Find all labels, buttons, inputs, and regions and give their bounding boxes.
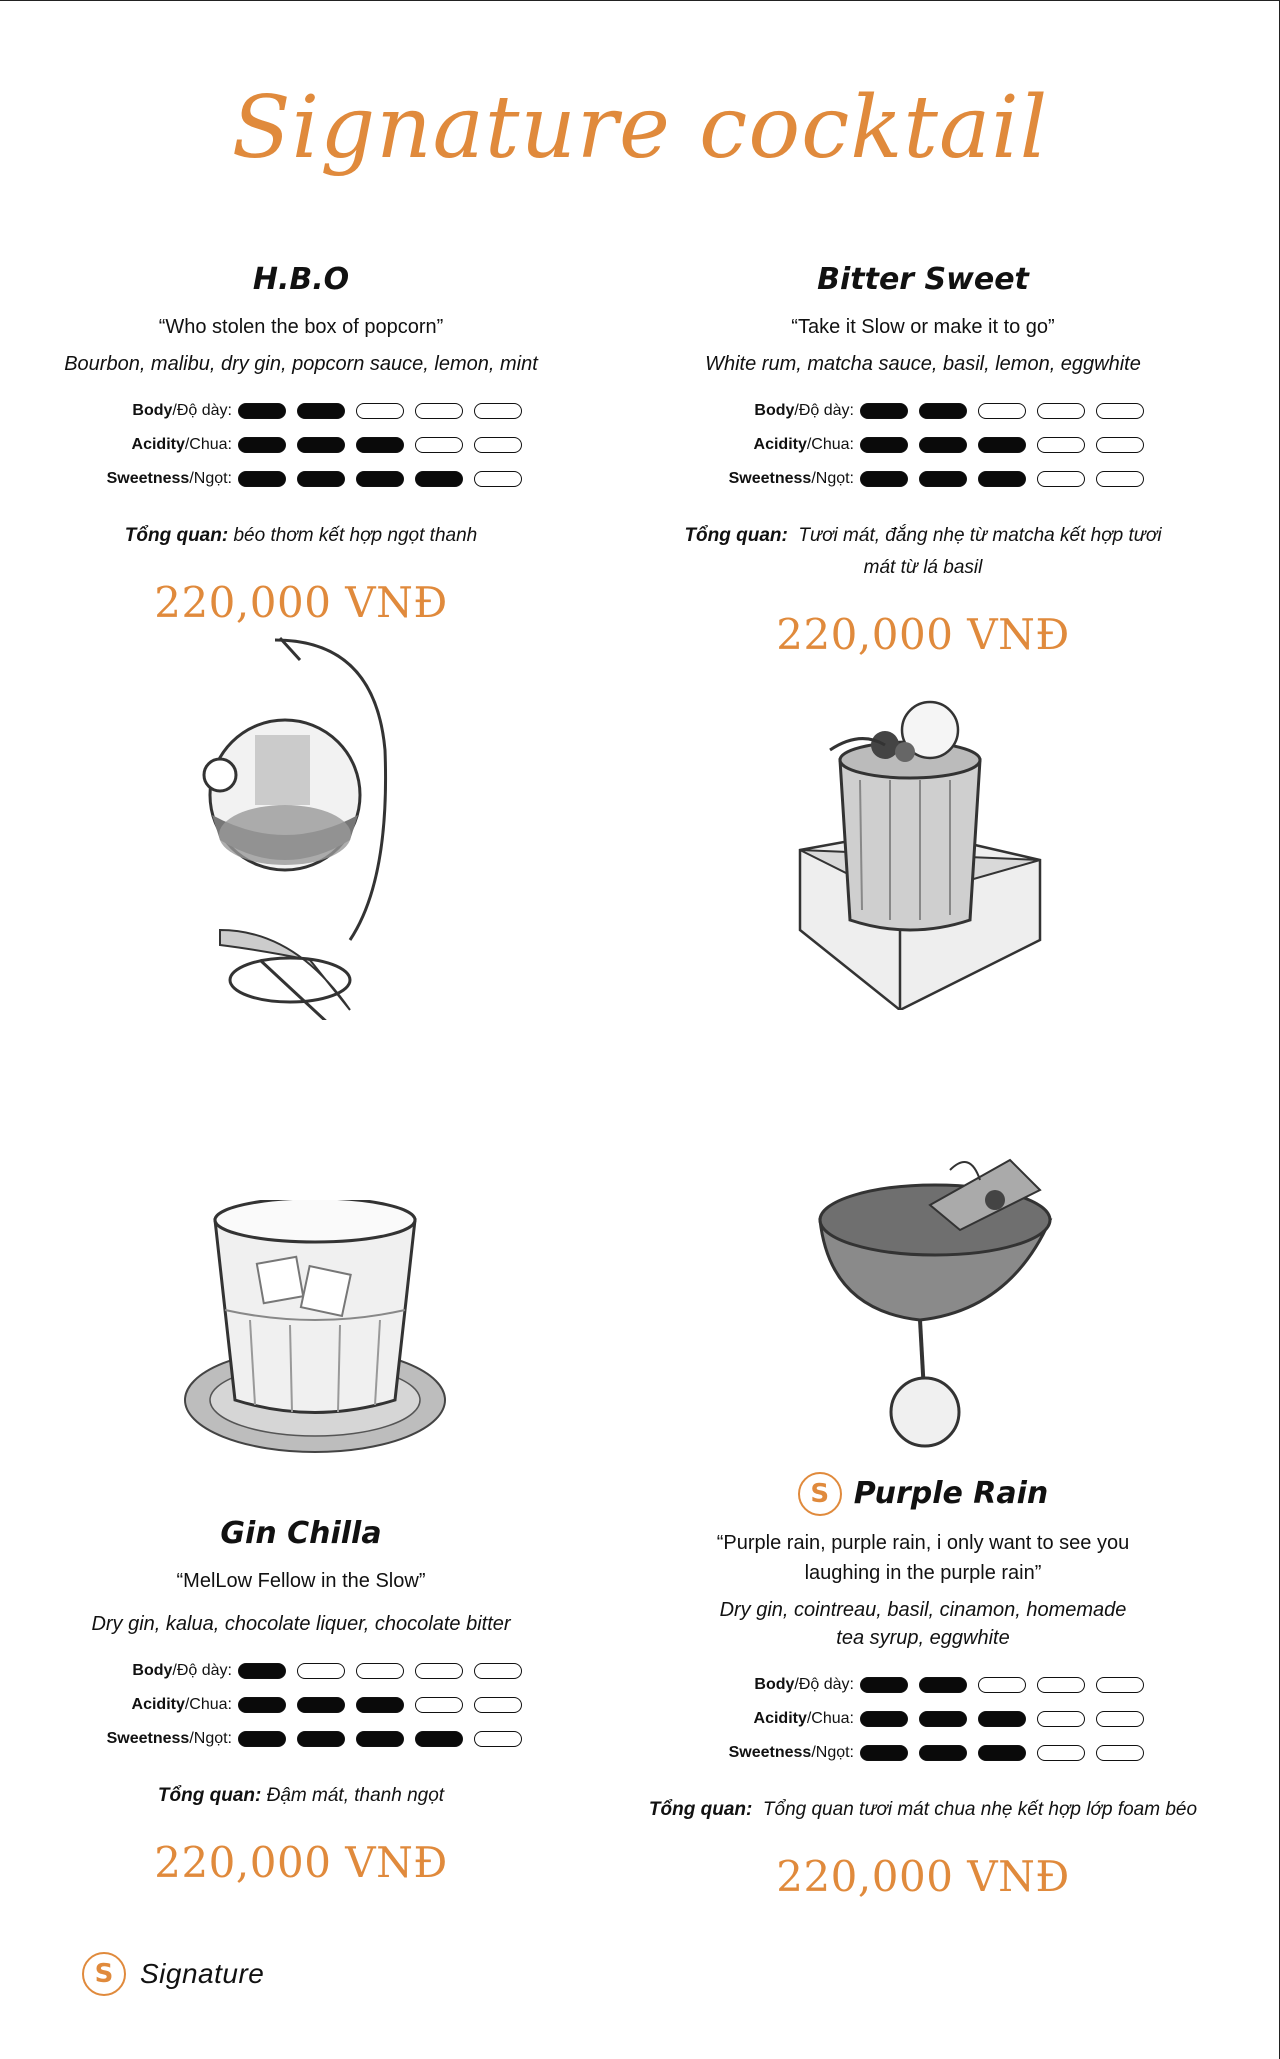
cocktail-summary bbox=[0, 1780, 602, 1812]
rating-pill-empty bbox=[1037, 471, 1085, 487]
cocktail-ingredients: Dry gin, kalua, chocolate liquer, chocolate bitter bbox=[91, 1613, 511, 1635]
rating-pill-empty bbox=[1096, 1711, 1144, 1727]
rating-pill-empty bbox=[474, 403, 522, 419]
rating-scale bbox=[238, 1697, 522, 1713]
rating-scale bbox=[860, 1677, 1144, 1693]
rating-label-en: Body bbox=[754, 1676, 795, 1693]
rating-scale bbox=[860, 1745, 1144, 1761]
cocktail-name: H.B.O bbox=[252, 262, 350, 297]
summary-label: Tổng quan: bbox=[648, 1799, 753, 1820]
rating-pill-empty bbox=[1037, 1711, 1085, 1727]
rating-pill-filled bbox=[860, 437, 908, 453]
rating-row bbox=[80, 1654, 522, 1688]
rating-pill-filled bbox=[297, 437, 345, 453]
rating-row bbox=[80, 394, 522, 428]
rating-label-vi: /Ngọt: bbox=[189, 470, 232, 487]
rating-label bbox=[702, 1710, 860, 1728]
rating-row bbox=[702, 428, 1144, 462]
rating-pill-filled bbox=[978, 437, 1026, 453]
cocktail-quote: “Purple rain, purple rain, i only want to see you laughing in the purple rain” bbox=[716, 1532, 1130, 1584]
rating-pill-filled bbox=[356, 1731, 404, 1747]
rating-label-en: Acidity bbox=[131, 436, 185, 453]
rating-pill-empty bbox=[1037, 403, 1085, 419]
signature-logo-icon: S bbox=[82, 1952, 126, 1996]
rating-pill-filled bbox=[297, 1731, 345, 1747]
rating-label-en: Body bbox=[132, 1662, 173, 1679]
rating-pill-filled bbox=[860, 1677, 908, 1693]
rating-label bbox=[80, 1662, 238, 1680]
rating-label-en: Acidity bbox=[753, 436, 807, 453]
cocktail-name: Gin Chilla bbox=[220, 1516, 382, 1551]
summary-label: Tổng quan: bbox=[684, 525, 788, 546]
rating-pill-filled bbox=[297, 403, 345, 419]
rating-pill-filled bbox=[860, 1745, 908, 1761]
rating-pill-filled bbox=[860, 1711, 908, 1727]
cocktail-card-purple-rain bbox=[600, 1472, 1246, 1901]
top-border bbox=[0, 0, 1280, 1]
rating-pill-empty bbox=[1096, 403, 1144, 419]
summary-text: Tổng quan tươi mát chua nhẹ kết hợp lớp foam béo bbox=[762, 1799, 1198, 1820]
footer-brand bbox=[82, 1952, 264, 1996]
rating-pill-empty bbox=[474, 1697, 522, 1713]
cocktail-card-hbo bbox=[0, 260, 602, 627]
rating-row bbox=[702, 1736, 1144, 1770]
rating-row bbox=[80, 1688, 522, 1722]
rating-scale bbox=[860, 1711, 1144, 1727]
rating-table bbox=[702, 1668, 1144, 1770]
rating-pill-filled bbox=[356, 1697, 404, 1713]
cocktail-ingredients: Dry gin, cointreau, basil, cinamon, homemade tea syrup, eggwhite bbox=[719, 1599, 1127, 1649]
rating-label-vi: /Độ dày: bbox=[172, 402, 232, 419]
rating-pill-empty bbox=[474, 437, 522, 453]
rating-scale bbox=[238, 403, 522, 419]
rating-pill-filled bbox=[978, 1745, 1026, 1761]
rating-label-en: Acidity bbox=[753, 1710, 807, 1727]
cocktail-summary bbox=[0, 520, 602, 552]
rating-label-vi: /Chua: bbox=[184, 1696, 232, 1713]
rating-label bbox=[80, 1730, 238, 1748]
cocktail-name: Purple Rain bbox=[853, 1476, 1049, 1511]
rating-pill-filled bbox=[238, 1731, 286, 1747]
rating-label-vi: /Độ dày: bbox=[172, 1662, 232, 1679]
rating-scale bbox=[238, 471, 522, 487]
summary-label: Tổng quan: bbox=[124, 525, 229, 546]
cocktail-ingredients: White rum, matcha sauce, basil, lemon, eggwhite bbox=[705, 353, 1141, 375]
rating-pill-empty bbox=[415, 1697, 463, 1713]
rating-pill-empty bbox=[978, 403, 1026, 419]
rating-label bbox=[702, 402, 860, 420]
rating-label bbox=[80, 470, 238, 488]
rating-pill-empty bbox=[1037, 1745, 1085, 1761]
rating-pill-empty bbox=[1037, 437, 1085, 453]
cocktail-card-bitter-sweet bbox=[648, 260, 1198, 659]
rating-scale bbox=[238, 1663, 522, 1679]
rating-pill-filled bbox=[978, 471, 1026, 487]
rating-pill-filled bbox=[415, 471, 463, 487]
rating-row bbox=[80, 462, 522, 496]
rating-label-vi: /Chua: bbox=[806, 436, 854, 453]
rating-table bbox=[702, 394, 1144, 496]
rating-pill-filled bbox=[919, 1677, 967, 1693]
rating-label bbox=[80, 402, 238, 420]
rating-label-vi: /Độ dày: bbox=[794, 402, 854, 419]
rating-pill-filled bbox=[356, 471, 404, 487]
rating-pill-filled bbox=[238, 1663, 286, 1679]
rating-pill-empty bbox=[1096, 437, 1144, 453]
rating-scale bbox=[860, 471, 1144, 487]
rating-table bbox=[80, 394, 522, 496]
rating-row bbox=[80, 1722, 522, 1756]
rating-pill-filled bbox=[860, 471, 908, 487]
rating-label-vi: /Ngọt: bbox=[811, 470, 854, 487]
rating-pill-filled bbox=[978, 1711, 1026, 1727]
rating-pill-empty bbox=[474, 1731, 522, 1747]
rating-pill-filled bbox=[356, 437, 404, 453]
popcorn-ornament-cocktail-drawing bbox=[200, 630, 400, 1020]
cocktail-card-gin-chilla bbox=[0, 1514, 602, 1887]
rating-row bbox=[702, 462, 1144, 496]
rocks-glass-on-nest-drawing bbox=[180, 1200, 450, 1460]
rating-label bbox=[702, 1744, 860, 1762]
summary-text: Tươi mát, đắng nhẹ từ matcha kết hợp tươi mát từ lá basil bbox=[798, 525, 1162, 578]
summary-text: Đậm mát, thanh ngọt bbox=[266, 1785, 445, 1806]
cocktail-price: 220,000 VNĐ bbox=[776, 1852, 1070, 1901]
signature-logo-icon: S bbox=[798, 1472, 842, 1516]
rating-label bbox=[702, 1676, 860, 1694]
rating-pill-empty bbox=[978, 1677, 1026, 1693]
rating-label bbox=[80, 1696, 238, 1714]
rating-pill-empty bbox=[474, 1663, 522, 1679]
glass-in-wooden-box-drawing bbox=[790, 690, 1050, 1010]
rating-label-en: Sweetness bbox=[106, 1730, 190, 1747]
rating-pill-filled bbox=[297, 471, 345, 487]
rating-pill-empty bbox=[474, 471, 522, 487]
rating-scale bbox=[860, 437, 1144, 453]
rating-pill-filled bbox=[238, 437, 286, 453]
cocktail-quote: “Take it Slow or make it to go” bbox=[791, 316, 1055, 338]
summary-text: béo thơm kết hợp ngọt thanh bbox=[233, 525, 478, 546]
rating-row bbox=[80, 428, 522, 462]
rating-pill-filled bbox=[238, 471, 286, 487]
rating-label-en: Sweetness bbox=[728, 470, 812, 487]
rating-label-vi: /Chua: bbox=[184, 436, 232, 453]
rating-pill-filled bbox=[919, 1711, 967, 1727]
rating-pill-empty bbox=[1096, 1745, 1144, 1761]
rating-pill-empty bbox=[415, 1663, 463, 1679]
cocktail-ingredients: Bourbon, malibu, dry gin, popcorn sauce, lemon, mint bbox=[64, 353, 538, 375]
rating-pill-empty bbox=[415, 403, 463, 419]
rating-scale bbox=[238, 1731, 522, 1747]
cocktail-summary bbox=[600, 1794, 1246, 1826]
rating-pill-filled bbox=[297, 1697, 345, 1713]
footer-text: Signature bbox=[140, 1958, 265, 1989]
cocktail-quote: “MelLow Fellow in the Slow” bbox=[176, 1570, 426, 1592]
rating-label-vi: /Ngọt: bbox=[811, 1744, 854, 1761]
cocktail-name-row bbox=[600, 1472, 1246, 1516]
rating-pill-empty bbox=[356, 1663, 404, 1679]
rating-pill-filled bbox=[238, 403, 286, 419]
cocktail-quote: “Who stolen the box of popcorn” bbox=[158, 316, 444, 338]
summary-label: Tổng quan: bbox=[157, 1785, 262, 1806]
page-title: Signature cocktail bbox=[231, 78, 1049, 178]
cocktail-summary bbox=[648, 520, 1198, 584]
rating-scale bbox=[860, 403, 1144, 419]
rating-row bbox=[702, 1702, 1144, 1736]
rating-row bbox=[702, 394, 1144, 428]
rating-label bbox=[702, 436, 860, 454]
cocktail-price: 220,000 VNĐ bbox=[154, 578, 448, 627]
rating-pill-filled bbox=[919, 403, 967, 419]
cocktail-name: Bitter Sweet bbox=[817, 262, 1029, 297]
rating-label bbox=[80, 436, 238, 454]
cocktail-price: 220,000 VNĐ bbox=[776, 610, 1070, 659]
rating-pill-filled bbox=[919, 471, 967, 487]
rating-label bbox=[702, 470, 860, 488]
rating-label-vi: /Chua: bbox=[806, 1710, 854, 1727]
rating-label-en: Sweetness bbox=[106, 470, 190, 487]
rating-label-en: Body bbox=[754, 402, 795, 419]
rating-pill-empty bbox=[1037, 1677, 1085, 1693]
rating-table bbox=[80, 1654, 522, 1756]
coupe-glass-with-garnish-drawing bbox=[810, 1150, 1060, 1450]
rating-label-vi: /Ngọt: bbox=[189, 1730, 232, 1747]
rating-pill-filled bbox=[415, 1731, 463, 1747]
rating-scale bbox=[238, 437, 522, 453]
rating-pill-empty bbox=[1096, 471, 1144, 487]
rating-label-vi: /Độ dày: bbox=[794, 1676, 854, 1693]
rating-pill-filled bbox=[860, 403, 908, 419]
rating-label-en: Acidity bbox=[131, 1696, 185, 1713]
rating-label-en: Body bbox=[132, 402, 173, 419]
rating-pill-filled bbox=[919, 437, 967, 453]
cocktail-price: 220,000 VNĐ bbox=[154, 1838, 448, 1887]
rating-pill-empty bbox=[297, 1663, 345, 1679]
rating-label-en: Sweetness bbox=[728, 1744, 812, 1761]
rating-pill-filled bbox=[919, 1745, 967, 1761]
rating-row bbox=[702, 1668, 1144, 1702]
rating-pill-filled bbox=[238, 1697, 286, 1713]
rating-pill-empty bbox=[415, 437, 463, 453]
rating-pill-empty bbox=[356, 403, 404, 419]
rating-pill-empty bbox=[1096, 1677, 1144, 1693]
